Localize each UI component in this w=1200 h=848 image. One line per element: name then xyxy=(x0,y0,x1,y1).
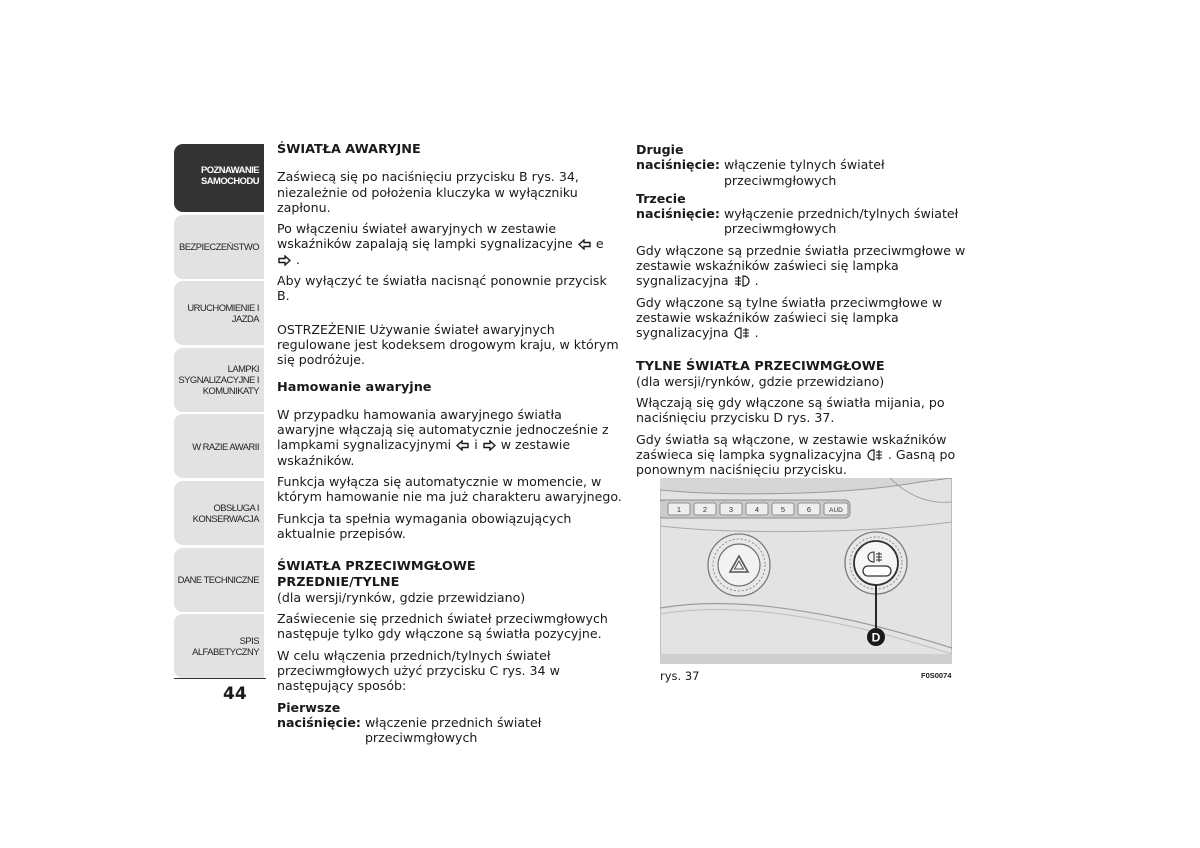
preset-button-label: 4 xyxy=(754,505,760,514)
tab-dane-techniczne[interactable]: DANE TECHNICZNE xyxy=(174,548,264,612)
paragraph: Funkcja wyłącza się automatycznie w momencie, w którym hamowanie nie ma już charakteru awaryjnego. xyxy=(277,474,622,505)
tabs-bottom-rule xyxy=(174,678,266,679)
rear-fog-light-icon xyxy=(867,449,883,461)
dashboard-illustration xyxy=(660,478,952,664)
paragraph: Zaświecenie się przednich świateł przeciwmgłowych następuje tylko gdy włączone są światła pozycyjne. xyxy=(277,611,608,642)
turn-right-arrow-icon xyxy=(483,440,496,451)
tab-poznawanie-samochodu[interactable]: POZNAWANIE SAMOCHODU xyxy=(174,144,264,212)
tab-uruchomienie-i-jazda[interactable]: URUCHOMIENIE I JAZDA xyxy=(174,281,264,345)
heading-swiatla-awaryjne: ŚWIATŁA AWARYJNE xyxy=(277,142,421,157)
preset-button-label: AUD xyxy=(829,507,843,514)
chapter-tabs xyxy=(174,144,264,681)
text-column-left xyxy=(277,142,622,746)
definition-trzecie: Trzecie naciśnięcie: wyłączenie przednich/tylnych świateł przeciwmgłowych xyxy=(636,190,959,237)
tab-obsluga-i-konserwacja[interactable]: OBSŁUGA I KONSERWACJA xyxy=(174,481,264,545)
paragraph-note: (dla wersji/rynków, gdzie przewidziano) xyxy=(636,373,885,389)
figure-caption: rys. 37 xyxy=(660,669,700,683)
rear-fog-button xyxy=(845,532,907,594)
paragraph: Gdy włączone są tylne światła przeciwmgłowe w zestawie wskaźników zaświeci się lampka sygnalizacyjna . xyxy=(636,294,943,341)
paragraph: Aby wyłączyć te światła nacisnąć ponownie przycisk B. xyxy=(277,273,607,304)
preset-button-label: 2 xyxy=(702,505,708,514)
paragraph: Włączają się gdy włączone są światła mijania, po naciśnięciu przycisku D rys. 37. xyxy=(636,395,945,426)
tab-bezpieczenstwo[interactable]: BEZPIECZEŃSTWO xyxy=(174,215,264,279)
turn-left-arrow-icon xyxy=(456,440,469,451)
paragraph: Funkcja ta spełnia wymagania obowiązujących aktualnie przepisów. xyxy=(277,510,572,541)
warning-paragraph: OSTRZEŻENIE Używanie świateł awaryjnych regulowane jest kodeksem drogowym kraju, w którym się podróżuje. xyxy=(277,321,619,368)
paragraph: Zaświecą się po naciśnięciu przycisku B rys. 34, niezależnie od położenia kluczyka w wyłączniku zapłonu. xyxy=(277,169,579,215)
preset-button-label: 6 xyxy=(806,505,812,514)
tab-spis-alfabetyczny[interactable]: SPIS ALFABETYCZNY xyxy=(174,614,264,678)
text-column-right xyxy=(636,142,981,478)
callout-label: D xyxy=(871,630,881,645)
turn-right-arrow-icon xyxy=(278,255,291,266)
figure-dashboard-buttons xyxy=(660,478,952,664)
preset-button-label: 1 xyxy=(676,505,682,514)
turn-left-arrow-icon xyxy=(578,239,591,250)
rear-fog-light-icon xyxy=(734,327,750,339)
paragraph-note: (dla wersji/rynków, gdzie przewidziano) xyxy=(277,589,526,605)
preset-button-label: 5 xyxy=(780,505,786,514)
tab-lampki-sygnalizacyjne[interactable]: LAMPKI SYGNALIZACYJNE I KOMUNIKATY xyxy=(174,348,264,412)
paragraph: Gdy światła są włączone, w zestawie wskaźników zaświeca się lampka sygnalizacyjna . Gasną po ponownym naciśnięciu przycisku. xyxy=(636,431,956,478)
front-fog-light-icon xyxy=(734,275,750,287)
definition-drugie: Drugie naciśnięcie: włączenie tylnych świateł przeciwmgłowych xyxy=(636,142,885,188)
figure-code: F0S0074 xyxy=(921,671,952,680)
paragraph: Po włączeniu świateł awaryjnych w zestawie wskaźników zapalają się lampki sygnalizacyjne e . xyxy=(277,221,604,267)
preset-button-label: 3 xyxy=(728,505,734,514)
paragraph: W przypadku hamowania awaryjnego światła awaryjne włączają się automatycznie jednocześnie z lampkami sygnalizacyjnymi i w zestawie wskaźników. xyxy=(277,406,609,468)
heading-swiatla-przeciwmglowe: ŚWIATŁA PRZECIWMGŁOWE PRZEDNIE/TYLNE xyxy=(277,559,476,590)
heading-tylne-swiatla-przeciwmglowe: TYLNE ŚWIATŁA PRZECIWMGŁOWE xyxy=(636,358,885,374)
paragraph: W celu włączenia przednich/tylnych świateł przeciwmgłowych użyć przycisku C rys. 34 w następujący sposób: xyxy=(277,647,560,694)
page-number: 44 xyxy=(223,684,247,704)
hazard-button xyxy=(708,534,770,596)
tab-w-razie-awarii[interactable]: W RAZIE AWARII xyxy=(174,414,264,478)
paragraph: Gdy włączone są przednie światła przeciwmgłowe w zestawie wskaźników zaświeci się lampka sygnalizacyjna . xyxy=(636,242,966,289)
heading-hamowanie-awaryjne: Hamowanie awaryjne xyxy=(277,379,432,395)
definition-pierwsze: Pierwsze naciśnięcie: włączenie przednich świateł przeciwmgłowych xyxy=(277,699,542,746)
